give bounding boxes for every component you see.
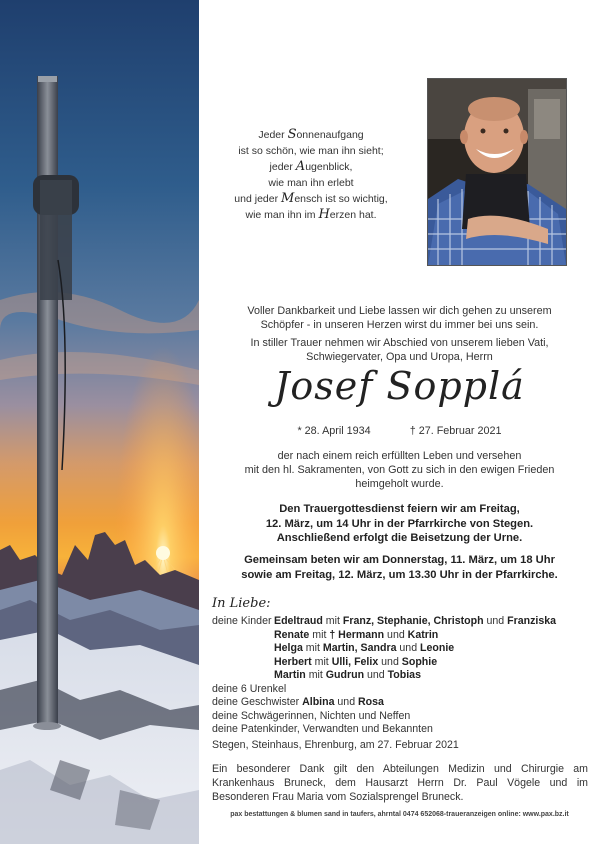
family-siblings: deine Geschwister Albina und Rosa: [212, 696, 384, 708]
child-entry: Helga mit Martin, Sandra und Leonie: [274, 642, 455, 654]
prayer-line: sowie am Freitag, 12. März, um 13.30 Uhr in der Pfarrkirche.: [241, 568, 558, 581]
family-godchildren: deine Patenkinder, Verwandten und Bekannten: [212, 723, 433, 735]
poem-initial: H: [318, 207, 330, 222]
family-in-laws: deine Schwägerinnen, Nichten und Neffen: [212, 709, 411, 722]
birth-date: * 28. April 1934: [297, 425, 371, 437]
poem-text: Jeder: [258, 129, 288, 141]
poem-text: ugenblick,: [305, 161, 353, 173]
poem-line: [211, 175, 411, 191]
poem-text: wie man ihn erlebt: [268, 177, 354, 189]
in-liebe-heading: In Liebe:: [212, 596, 271, 611]
funeral-notice: [199, 502, 600, 546]
intro-text: [199, 304, 600, 364]
poem-line: [211, 191, 411, 207]
poem-text: onnenaufgang: [296, 129, 364, 141]
poem-line: [211, 159, 411, 175]
child-entry: Edeltraud mit Franz, Stephanie, Christoph und Franziska: [274, 615, 556, 627]
funeral-line: Anschließend erfolgt die Beisetzung der Urne.: [276, 532, 523, 544]
poem-text: und jeder: [234, 193, 281, 205]
prayer-notice: [199, 553, 600, 582]
life-dates: [199, 425, 600, 437]
portrait-image: [428, 79, 566, 265]
obituary-content: [199, 0, 600, 844]
sacraments-line: der nach einem reich erfüllten Leben und versehen: [277, 450, 522, 462]
poem: [211, 127, 411, 223]
intro-line: Voller Dankbarkeit und Liebe lassen wir dich gehen zu unserem: [247, 305, 552, 317]
poem-line: [211, 143, 411, 159]
sacraments-line: mit den hl. Sakramenten, von Gott zu sich in den ewigen Frieden: [244, 464, 555, 476]
sacraments-text: [199, 449, 600, 491]
poem-initial: M: [281, 191, 295, 206]
intro-line: Schöpfer - in unseren Herzen wirst du immer bei uns sein.: [260, 319, 539, 331]
funeral-line: Den Trauergottesdienst feiern wir am Freitag,: [279, 503, 520, 515]
summit-cross-photo: [0, 0, 199, 844]
family-urenkel: deine 6 Urenkel: [212, 682, 287, 695]
poem-line: [211, 127, 411, 143]
sacraments-line: heimgeholt wurde.: [355, 478, 444, 490]
poem-initial: A: [295, 159, 306, 174]
funeral-line: 12. März, um 14 Uhr in der Pfarrkirche von Stegen.: [265, 517, 534, 530]
child-entry: Martin mit Gudrun und Tobias: [274, 669, 421, 681]
poem-initial: S: [287, 127, 297, 142]
death-date: † 27. Februar 2021: [409, 425, 502, 437]
prayer-line: Gemeinsam beten wir am Donnerstag, 11. März, um 18 Uhr: [244, 554, 555, 566]
funeral-home-footer: pax bestattungen & blumen sand in taufers, ahrntal 0474 652068-traueranzeigen online: www.pax.bz.it: [230, 811, 569, 818]
poem-text: ist so schön, wie man ihn sieht;: [238, 145, 384, 157]
poem-text: erzen hat.: [329, 209, 377, 221]
portrait-photo: [427, 78, 567, 266]
poem-line: [211, 207, 411, 223]
intro-line: In stiller Trauer nehmen wir Abschied von unserem lieben Vati,: [250, 337, 549, 349]
child-entry: Herbert mit Ulli, Felix und Sophie: [274, 655, 438, 668]
place-and-date: Stegen, Steinhaus, Ehrenburg, am 27. Februar 2021: [212, 739, 459, 751]
poem-text: jeder: [269, 161, 296, 173]
poem-text: wie man ihn im: [245, 209, 319, 221]
intro-line: Schwiegervater, Opa und Uropa, Herrn: [306, 351, 493, 363]
sunrise-mountain-image: [0, 0, 199, 844]
deceased-name: Josef Sopplá: [274, 364, 525, 408]
acknowledgement-text: Ein besonderer Dank gilt den Abteilungen Medizin und Chirurgie am Krankenhaus Bruneck, dem Hausarzt Herrn Dr. Paul Vögele und im Besonderen Frau Maria vom Sozialsprengel Bruneck.: [212, 763, 588, 803]
poem-text: ensch ist so wichtig,: [294, 193, 388, 205]
child-entry: Renate mit † Hermann und Katrin: [274, 628, 439, 641]
children-label: deine Kinder: [212, 615, 272, 627]
